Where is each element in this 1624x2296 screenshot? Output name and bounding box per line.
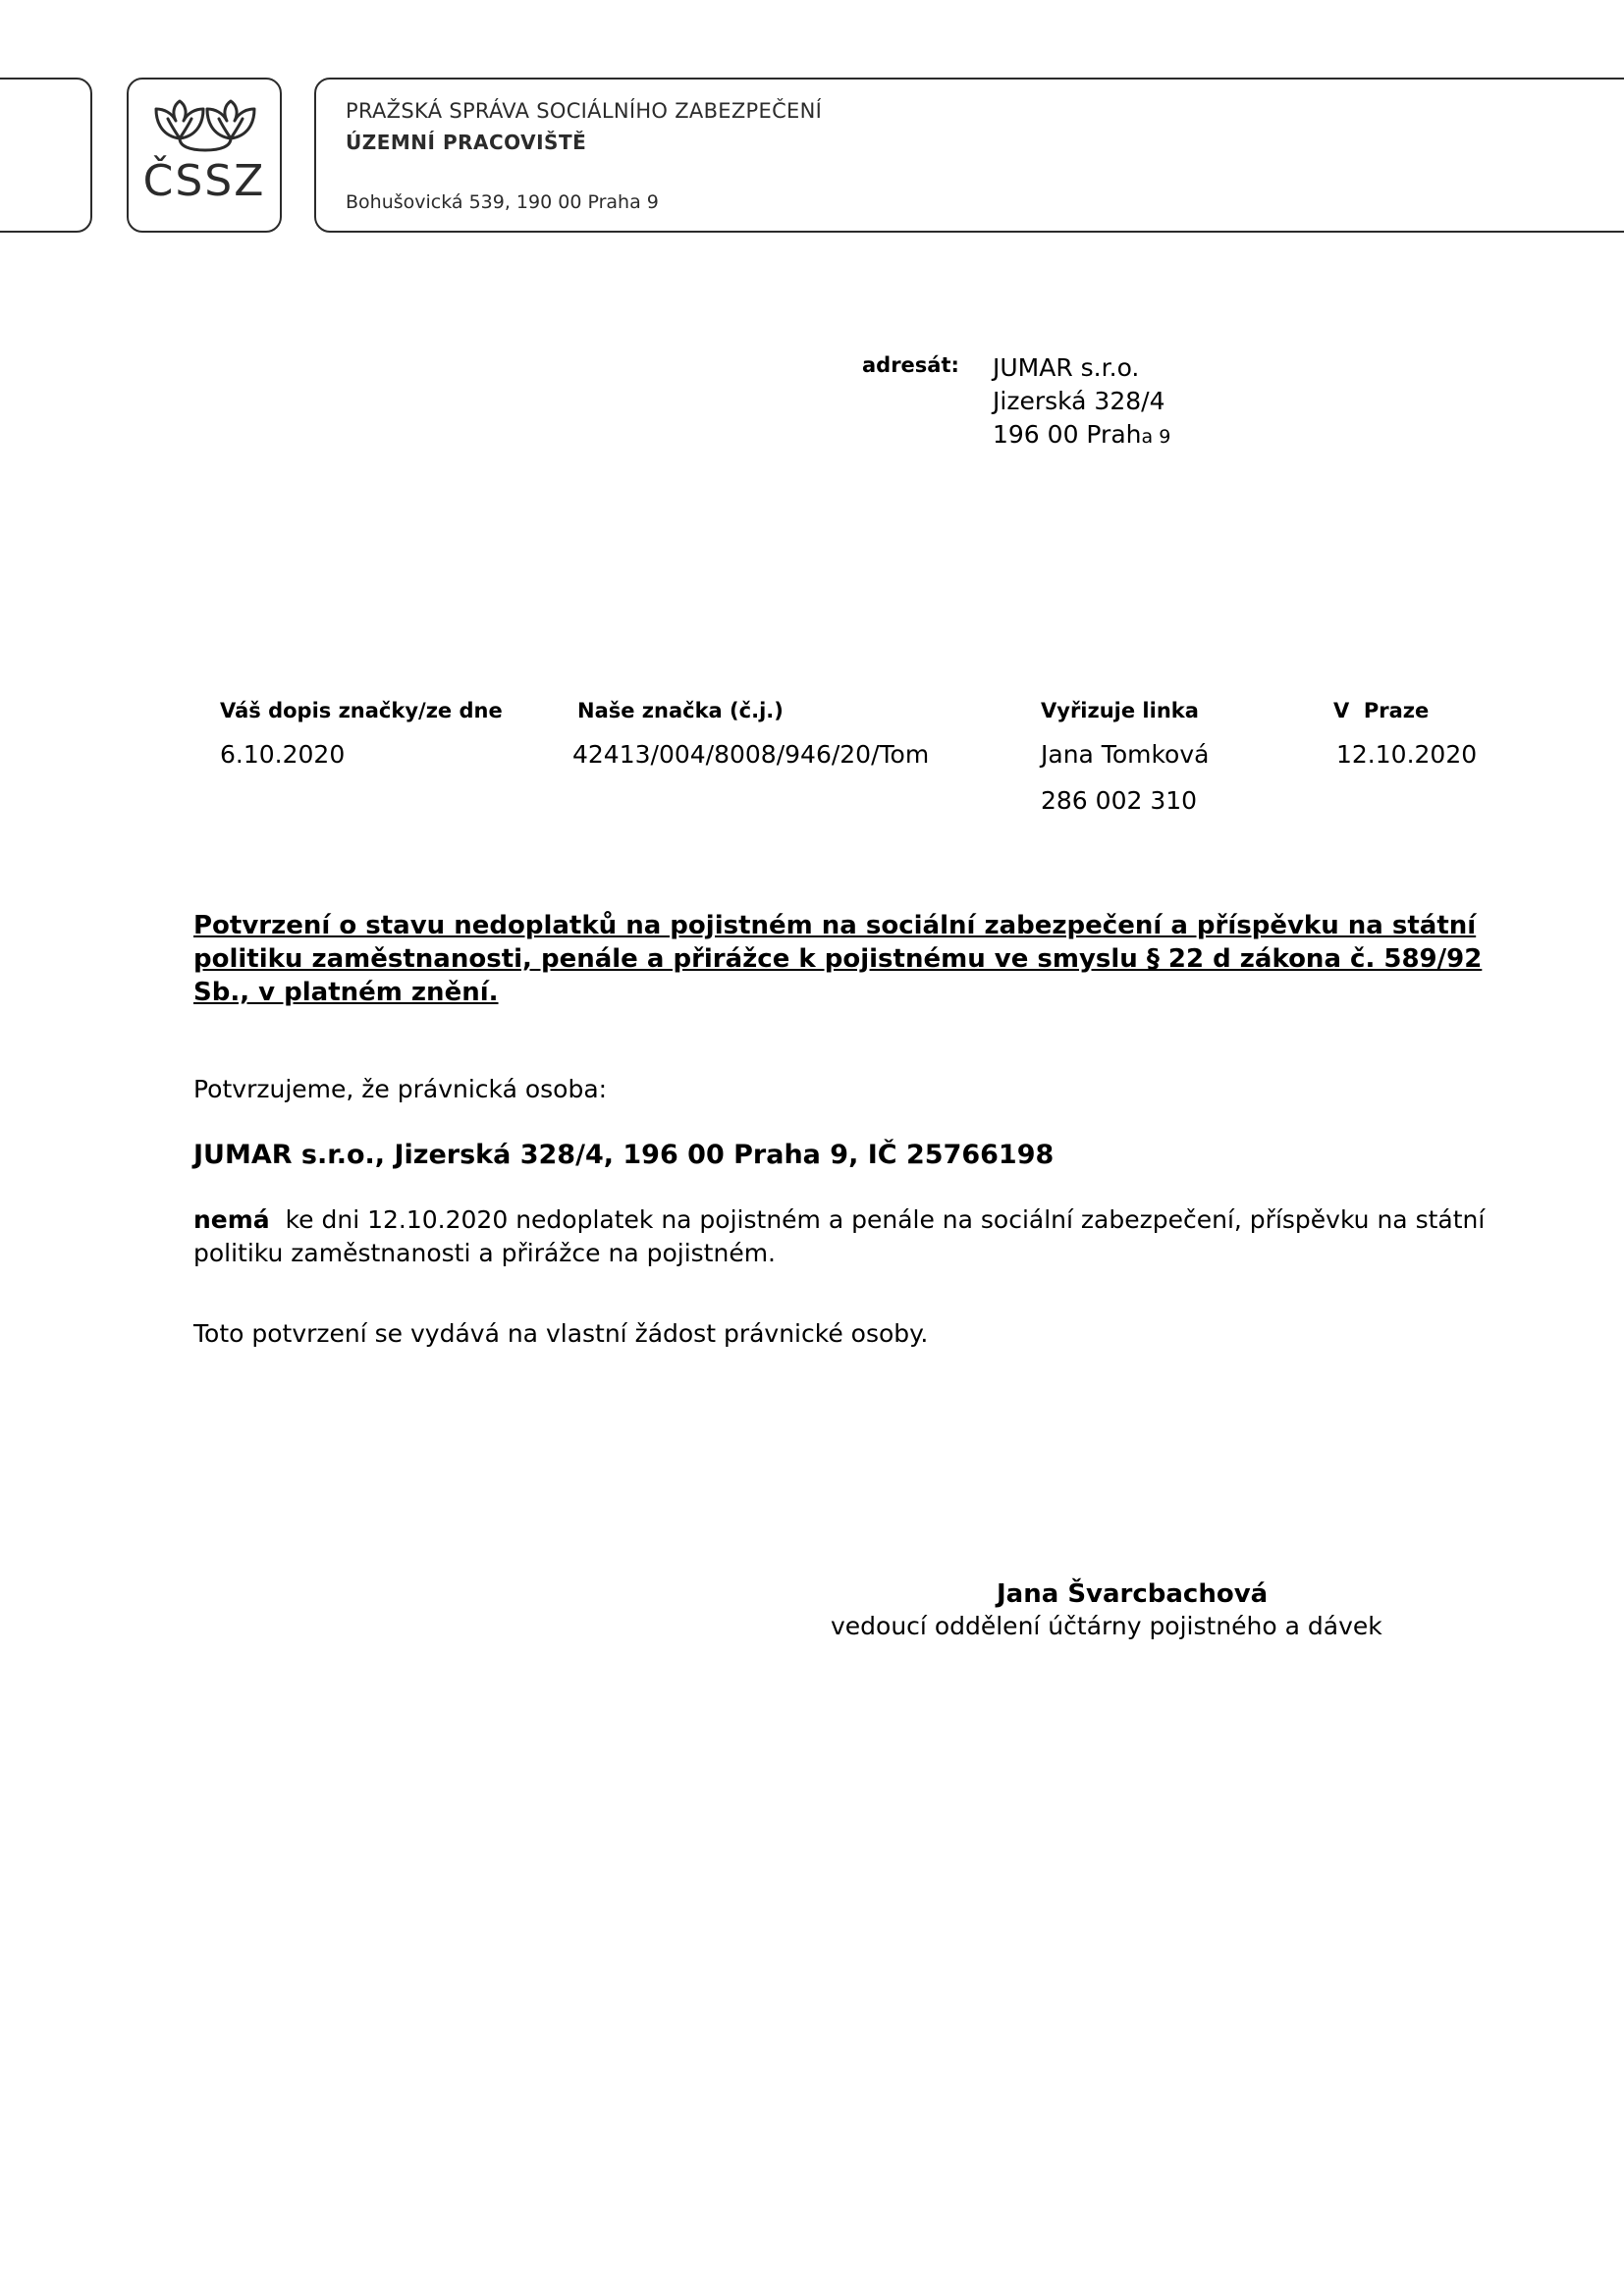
letterhead-org-frame bbox=[314, 78, 1624, 233]
status-text: ke dni 12.10.2020 nedoplatek na pojistném a penále na sociální zabezpečení, příspěvku na státní politiku zaměstnanosti a přirážce na pojistném. bbox=[193, 1205, 1493, 1267]
ref-place-date-header: V Praze bbox=[1333, 699, 1430, 722]
ref-our-ref bbox=[572, 699, 930, 769]
addressee-name: JUMAR s.r.o. bbox=[993, 353, 1140, 382]
ref-your-letter-value: 6.10.2020 bbox=[220, 740, 346, 769]
ref-our-ref-value: 42413/004/8008/946/20/Tom bbox=[572, 740, 930, 769]
signatory-role: vedoucí oddělení účtárny pojistného a dávek bbox=[831, 1612, 1382, 1640]
org-unit: ÚZEMNÍ PRACOVIŠTĚ bbox=[346, 131, 587, 154]
ref-place-date-value: 12.10.2020 bbox=[1336, 740, 1478, 769]
addressee-label: adresát: bbox=[862, 353, 959, 377]
closing-paragraph: Toto potvrzení se vydává na vlastní žádost právnické osoby. bbox=[193, 1319, 929, 1348]
ref-handled-by-name: Jana Tomková bbox=[1041, 740, 1210, 769]
addressee-block bbox=[993, 351, 1170, 454]
ref-our-ref-header: Naše značka (č.j.) bbox=[577, 699, 784, 722]
ref-handled-by-header: Vyřizuje linka bbox=[1041, 699, 1199, 722]
addressee-city-main: 196 00 Prah bbox=[993, 420, 1142, 449]
org-address: Bohušovická 539, 190 00 Praha 9 bbox=[346, 191, 659, 213]
logo-text: ČSSZ bbox=[142, 156, 266, 206]
letterhead-left-frame bbox=[0, 78, 92, 233]
addressee-street: Jizerská 328/4 bbox=[993, 387, 1165, 415]
ref-place-date bbox=[1333, 699, 1477, 769]
company-line: JUMAR s.r.o., Jizerská 328/4, 196 00 Praha 9, IČ 25766198 bbox=[193, 1140, 1055, 1170]
status-paragraph bbox=[193, 1203, 1493, 1270]
cssz-logo bbox=[127, 78, 282, 233]
status-keyword: nemá bbox=[193, 1205, 270, 1234]
ref-your-letter-header: Váš dopis značky/ze dne bbox=[220, 699, 503, 722]
ref-your-letter bbox=[220, 699, 503, 769]
org-name: PRAŽSKÁ SPRÁVA SOCIÁLNÍHO ZABEZPEČENÍ bbox=[346, 99, 823, 123]
ref-handled-by-phone: 286 002 310 bbox=[1041, 786, 1198, 815]
ref-handled-by bbox=[1041, 699, 1209, 815]
signatory-name: Jana Švarcbachová bbox=[997, 1579, 1269, 1609]
intro-paragraph: Potvrzujeme, že právnická osoba: bbox=[193, 1075, 608, 1103]
addressee-city-suffix: a 9 bbox=[1141, 426, 1171, 448]
tulip-flowers-icon bbox=[150, 99, 260, 154]
addressee-city bbox=[993, 418, 1170, 454]
document-subject: Potvrzení o stavu nedoplatků na pojistném na sociální zabezpečení a příspěvku na státní politiku zaměstnanosti, penále a přirážce k pojistnému ve smyslu § 22 d zákona č. 589/92 Sb., v platném znění. bbox=[193, 911, 1483, 1007]
